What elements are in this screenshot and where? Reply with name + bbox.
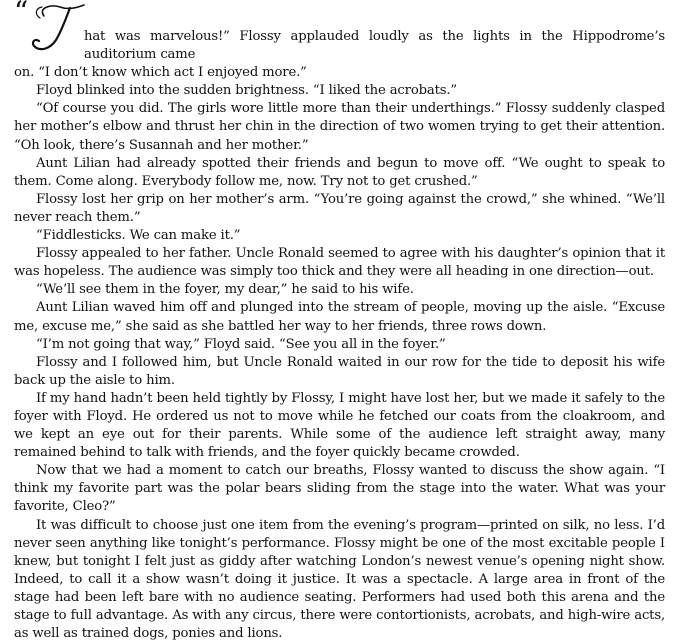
paragraph-13: It was difficult to choose just one item from the evening’s program—printed on silk, no less. I’d never seen anything like tonight’s performance. Flossy might be one of the most excitable people I knew, but tonight I felt just as giddy after watching London’s newest venue’s opening night show. Indeed, to call it a show wasn’t doing it justice. It was a spectacle. A large area in front of the stage had been left bare with no audience seating. Performers had used both this arena and the stage to full advantage. As with any circus, there were contortionists, acrobats, and high-wire acts, as well as trained dogs, ponies and lions. — [14, 517, 665, 642]
drop-cap-letter: T — [30, 2, 31, 3]
paragraph-2: “Of course you did. The girls wore little more than their underthings.” Flossy suddenly clasped her mother’s elbow and thrust her chin in the direction of two women trying to get their attention. “Oh look, there’s Susannah and her mother.” — [14, 101, 665, 153]
drop-cap — [14, 0, 84, 56]
paragraph-10: Flossy and I followed him, but Uncle Ronald waited in our row for the tide to deposit his wife back up the aisle to him. — [14, 354, 665, 388]
opening-paragraph — [14, 0, 665, 82]
paragraph-7: “We’ll see them in the foyer, my dear,” he said to his wife. — [36, 282, 414, 298]
opening-line: hat was marvelous!” Flossy applauded loudly as the lights in the Hippodrome’s auditorium came — [84, 29, 665, 63]
paragraph-8: Aunt Lilian waved him off and plunged into the stream of people, moving up the aisle. “Excuse me, excuse me,” she said as she battled her way to her friends, three rows down. — [14, 300, 665, 334]
drop-cap-letter-t — [30, 2, 86, 56]
paragraph-1: Floyd blinked into the sudden brightness. “I liked the acrobats.” — [36, 83, 458, 99]
paragraph-12: Now that we had a moment to catch our breaths, Flossy wanted to discuss the show again. “I think my favorite part was the polar bears sliding from the stage into the water. What was your favorite, Cleo?” — [14, 463, 665, 515]
paragraph-4: Flossy lost her grip on her mother’s arm. “You’re going against the crowd,” she whined. “We’ll never reach them.” — [14, 191, 665, 225]
paragraph-3: Aunt Lilian had already spotted their friends and begun to move off. “We ought to speak to them. Come along. Everybody follow me, now. Try not to get crushed.” — [14, 155, 665, 189]
paragraph-6: Flossy appealed to her father. Uncle Ronald seemed to agree with his daughter’s opinion that it was hopeless. The audience was simply too thick and they were all heading in one direction—out. — [14, 246, 665, 280]
drop-cap-quote: “ — [14, 0, 29, 28]
paragraph-9: “I’m not going that way,” Floyd said. “See you all in the foyer.” — [36, 336, 446, 352]
book-page — [14, 0, 665, 643]
paragraph-11: If my hand hadn’t been held tightly by Flossy, I might have lost her, but we made it safely to the foyer with Floyd. He ordered us not to move while he fetched our coats from the cloakroom, and we kept an eye out for their parents. While some of the audience left straight away, many remained behind to talk with friends, and the foyer quickly became crowded. — [14, 390, 665, 461]
paragraph-5: “Fiddlesticks. We can make it.” — [36, 228, 241, 244]
opening-line-rest: on. “I don’t know which act I enjoyed more.” — [14, 65, 307, 81]
